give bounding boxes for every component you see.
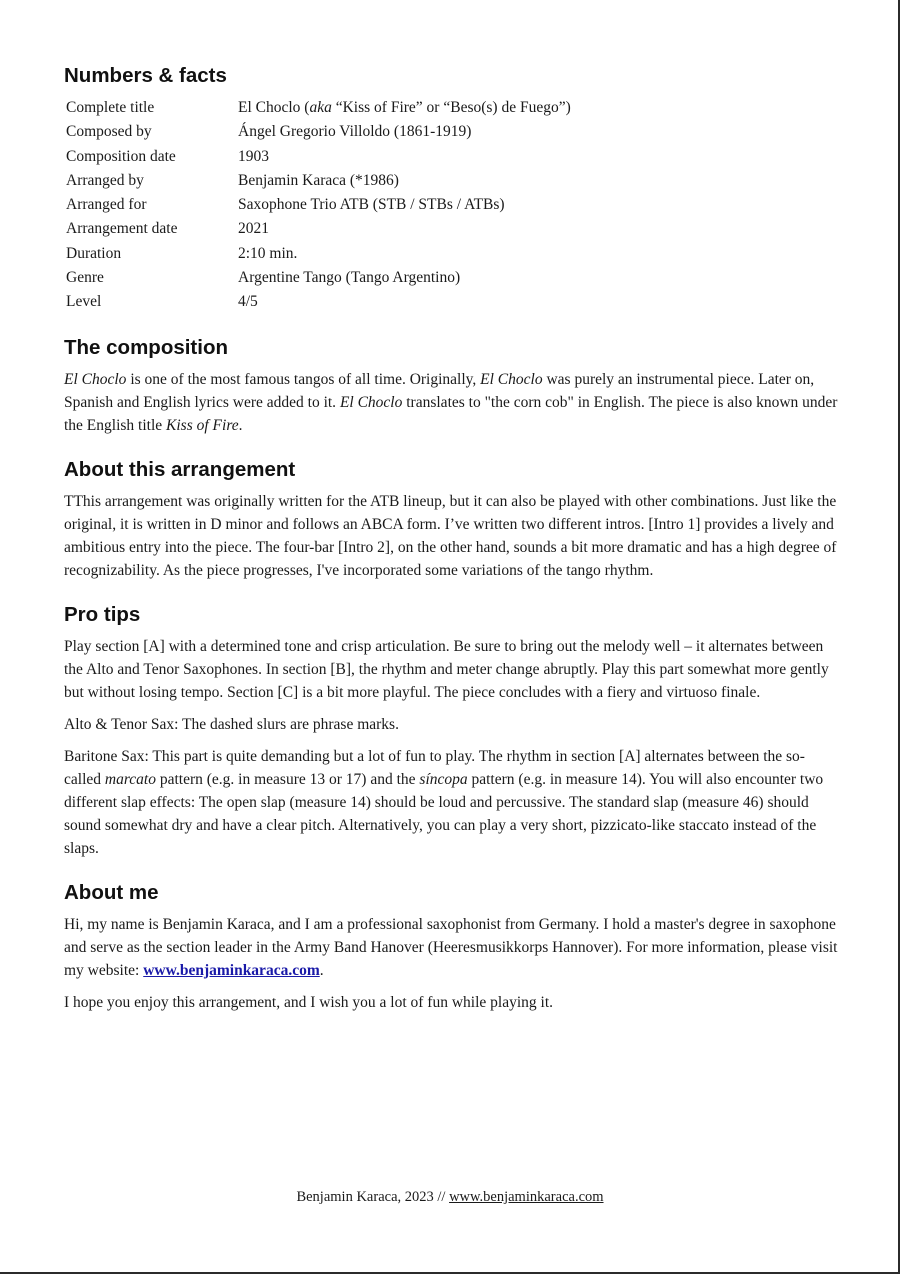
arrangement-heading: About this arrangement — [64, 457, 296, 481]
fact-value: 2021 — [238, 220, 269, 238]
table-row — [64, 96, 571, 120]
fact-label: Genre — [66, 269, 104, 287]
fact-value: Argentine Tango (Tango Argentino) — [238, 269, 461, 287]
document-page — [64, 62, 839, 1014]
website-link[interactable]: www.benjaminkaraca.com — [143, 961, 320, 979]
about-me-paragraph: Hi, my name is Benjamin Karaca, and I am a professional saxophonist from Germany. I hold a master's degree in saxophone and serve as the section leader in the Army Band Hanover (Heeresmusikkorps Hannover). For more information, please visit my website: www.benjaminkaraca.com. — [64, 915, 838, 979]
table-row — [64, 290, 571, 314]
fact-label: Arranged by — [66, 171, 144, 189]
table-row — [64, 217, 571, 241]
table-row — [64, 120, 571, 144]
fact-label: Arrangement date — [66, 220, 178, 238]
arrangement-paragraph: TThis arrangement was originally written for the ATB lineup, but it can also be played with other combinations. Just like the original, it is written in D minor and follows an ABCA form. I’ve written two different intros. [Intro 1] provides a lively and ambitious entry into the piece. The four-bar [Intro 2], on the other hand, sounds a bit more dramatic and has a high degree of recognizability. As the piece progresses, I've incorporated some variations of the tango rhythm. — [64, 492, 837, 579]
fact-label: Duration — [66, 244, 122, 262]
about-me-heading: About me — [64, 880, 159, 904]
fact-value: Benjamin Karaca (*1986) — [238, 171, 399, 189]
numbers-facts-heading: Numbers & facts — [64, 64, 227, 87]
fact-value: El Choclo (aka “Kiss of Fire” or “Beso(s) de Fuego”) — [238, 99, 571, 116]
pro-tips-heading: Pro tips — [64, 602, 141, 626]
composition-section — [64, 334, 839, 437]
table-row — [64, 242, 571, 266]
numbers-facts-section — [64, 62, 839, 315]
fact-label: Complete title — [66, 99, 155, 116]
arrangement-section — [64, 456, 839, 582]
table-row — [64, 266, 571, 290]
about-me-section — [64, 879, 839, 1014]
fact-label: Composition date — [66, 147, 176, 165]
fact-value: Ángel Gregorio Villoldo (1861-1919) — [238, 123, 472, 141]
closing-paragraph: I hope you enjoy this arrangement, and I wish you a lot of fun while playing it. — [64, 993, 554, 1011]
fact-value: 4/5 — [238, 293, 258, 311]
fact-value: 1903 — [238, 147, 269, 165]
footer-text: Benjamin Karaca, 2023 // — [296, 1189, 450, 1205]
table-row — [64, 193, 571, 217]
fact-value: Saxophone Trio ATB (STB / STBs / ATBs) — [238, 196, 505, 214]
pro-tips-section — [64, 601, 839, 860]
fact-label: Level — [66, 293, 102, 311]
fact-label: Composed by — [66, 123, 152, 141]
table-row — [64, 169, 571, 193]
pro-tips-paragraph-alto-tenor: Alto & Tenor Sax: The dashed slurs are phrase marks. — [64, 715, 399, 733]
pro-tips-paragraph-general: Play section [A] with a determined tone and crisp articulation. Be sure to bring out the melody well – it alternates between the Alto and Tenor Saxophones. In section [B], the rhythm and meter change abruptly. Play this part somewhat more gently but without losing tempo. Section [C] is a bit more playful. The piece concludes with a fiery and virtuoso finale. — [64, 637, 829, 701]
page-footer — [0, 1187, 900, 1207]
facts-table — [64, 96, 571, 315]
composition-heading: The composition — [64, 335, 228, 359]
footer-website-link[interactable]: www.benjaminkaraca.com — [449, 1189, 604, 1205]
fact-value: 2:10 min. — [238, 244, 298, 262]
composition-paragraph: El Choclo is one of the most famous tangos of all time. Originally, El Choclo was purely an instrumental piece. Later on, Spanish and English lyrics were added to it. El Choclo translates to "the corn cob" in English. The piece is also known under the English title Kiss of Fire. — [64, 370, 838, 434]
fact-label: Arranged for — [66, 196, 147, 214]
pro-tips-paragraph-baritone: Baritone Sax: This part is quite demanding but a lot of fun to play. The rhythm in section [A] alternates between the so-called marcato pattern (e.g. in measure 13 or 17) and the síncopa pattern (e.g. in measure 14). You will also encounter two different slap effects: The open slap (measure 14) should be loud and percussive. The standard slap (measure 46) should sound somewhat dry and have a clear pitch. Alternatively, you can play a very short, pizzicato-like staccato instead of the slaps. — [64, 747, 824, 857]
table-row — [64, 145, 571, 169]
